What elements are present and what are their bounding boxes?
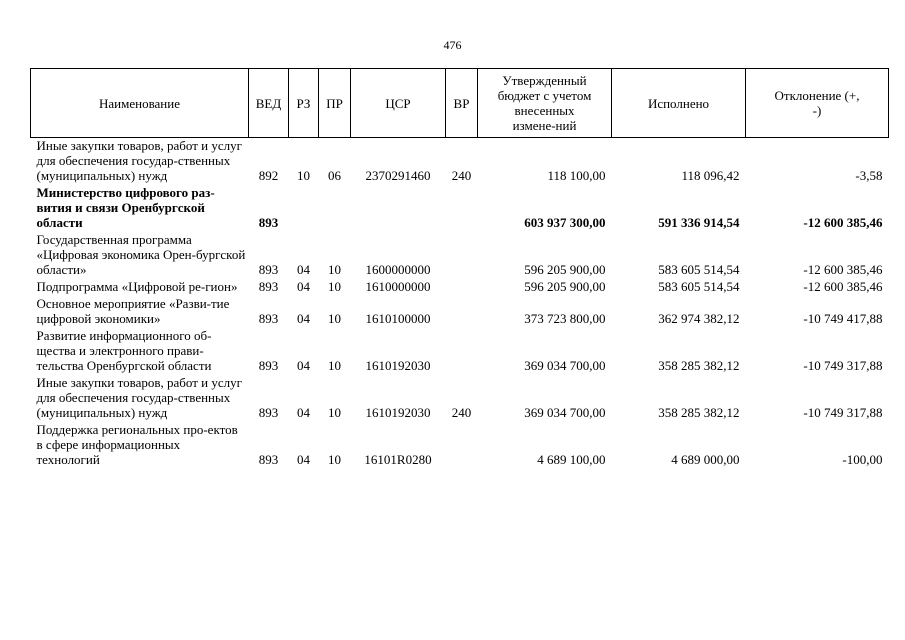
cell-vr (446, 422, 478, 469)
budget-table (30, 68, 889, 469)
cell-ved: 893 (258, 311, 279, 326)
cell-executed: 4 689 000,00 (671, 452, 740, 467)
cell-executed: 583 605 514,54 (658, 262, 740, 277)
cell-vr (446, 185, 478, 232)
table-body (31, 138, 889, 470)
cell-pr: 10 (328, 311, 341, 326)
table-row (31, 279, 889, 296)
cell-name: Поддержка региональных про-ектов в сфере информационных технологий (36, 422, 238, 467)
cell-rz: 04 (297, 311, 310, 326)
cell-csr: 2370291460 (365, 168, 431, 183)
cell-ved: 893 (258, 405, 279, 420)
cell-vr: 240 (451, 405, 472, 420)
cell-name: Развитие информационного об-щества и электронного прави-тельства Оренбургской области (36, 328, 212, 373)
cell-approved: 369 034 700,00 (524, 358, 606, 373)
cell-deviation: -10 749 317,88 (803, 405, 883, 420)
cell-pr: 10 (328, 405, 341, 420)
cell-deviation: -3,58 (855, 168, 883, 183)
cell-csr: 1610192030 (365, 358, 431, 373)
cell-executed: 583 605 514,54 (658, 279, 740, 294)
cell-executed: 358 285 382,12 (658, 358, 740, 373)
cell-rz: 04 (297, 279, 310, 294)
cell-approved: 596 205 900,00 (524, 279, 606, 294)
cell-executed: 118 096,42 (681, 168, 740, 183)
cell-vr: 240 (451, 168, 472, 183)
cell-name: Министерство цифрового раз-вития и связи Оренбургской области (36, 185, 215, 230)
cell-csr: 1600000000 (365, 262, 431, 277)
cell-deviation: -10 749 417,88 (803, 311, 883, 326)
cell-pr (319, 185, 351, 232)
table-row (31, 296, 889, 328)
cell-approved: 369 034 700,00 (524, 405, 606, 420)
cell-vr (446, 296, 478, 328)
cell-vr (446, 328, 478, 375)
cell-name: Иные закупки товаров, работ и услуг для обеспечения государ-ственных (муниципальных) нужд (36, 375, 242, 420)
cell-rz: 04 (297, 358, 310, 373)
header-name: Наименование (31, 69, 249, 138)
cell-rz: 10 (297, 168, 310, 183)
cell-deviation: -12 600 385,46 (803, 279, 883, 294)
cell-name: Государственная программа «Цифровая экономика Орен-бургской области» (36, 232, 246, 277)
cell-rz (289, 185, 319, 232)
cell-deviation: -100,00 (842, 452, 883, 467)
table-header-row (31, 69, 889, 138)
cell-csr (351, 185, 446, 232)
cell-approved: 373 723 800,00 (524, 311, 606, 326)
cell-approved: 596 205 900,00 (524, 262, 606, 277)
table-row (31, 422, 889, 469)
table-row (31, 328, 889, 375)
cell-rz: 04 (297, 405, 310, 420)
cell-rz: 04 (297, 452, 310, 467)
cell-name: Иные закупки товаров, работ и услуг для обеспечения государ-ственных (муниципальных) нужд (36, 138, 242, 183)
cell-approved: 118 100,00 (547, 168, 606, 183)
header-ved: ВЕД (249, 69, 289, 138)
cell-csr: 16101R0280 (364, 452, 432, 467)
cell-approved: 603 937 300,00 (524, 215, 606, 230)
cell-pr: 10 (328, 358, 341, 373)
table-row (31, 185, 889, 232)
cell-rz: 04 (297, 262, 310, 277)
cell-name: Подпрограмма «Цифровой ре-гион» (36, 279, 238, 294)
cell-executed: 358 285 382,12 (658, 405, 740, 420)
cell-name: Основное мероприятие «Разви-тие цифровой экономики» (36, 296, 230, 326)
cell-ved: 893 (258, 215, 279, 230)
page-number: 476 (443, 38, 462, 52)
cell-pr: 06 (328, 168, 341, 183)
header-vr: ВР (446, 69, 478, 138)
cell-csr: 1610192030 (365, 405, 431, 420)
cell-ved: 893 (258, 358, 279, 373)
cell-vr (446, 232, 478, 279)
cell-deviation: -10 749 317,88 (803, 358, 883, 373)
table-row (31, 232, 889, 279)
cell-csr: 1610000000 (365, 279, 431, 294)
cell-csr: 1610100000 (365, 311, 431, 326)
cell-ved: 893 (258, 452, 279, 467)
cell-executed: 591 336 914,54 (658, 215, 740, 230)
header-executed: Исполнено (612, 69, 746, 138)
cell-ved: 893 (258, 279, 279, 294)
cell-vr (446, 279, 478, 296)
cell-ved: 893 (258, 262, 279, 277)
cell-deviation: -12 600 385,46 (803, 262, 883, 277)
header-deviation: Отклонение (+, -) (746, 69, 889, 138)
cell-deviation: -12 600 385,46 (803, 215, 883, 230)
header-csr: ЦСР (351, 69, 446, 138)
cell-approved: 4 689 100,00 (537, 452, 606, 467)
header-pr: ПР (319, 69, 351, 138)
cell-pr: 10 (328, 262, 341, 277)
cell-pr: 10 (328, 452, 341, 467)
cell-executed: 362 974 382,12 (658, 311, 740, 326)
table-row (31, 375, 889, 422)
cell-pr: 10 (328, 279, 341, 294)
table-row (31, 138, 889, 186)
cell-ved: 892 (258, 168, 279, 183)
header-rz: РЗ (289, 69, 319, 138)
header-approved: Утвержденный бюджет с учетом внесенных измене-ний (478, 69, 612, 138)
